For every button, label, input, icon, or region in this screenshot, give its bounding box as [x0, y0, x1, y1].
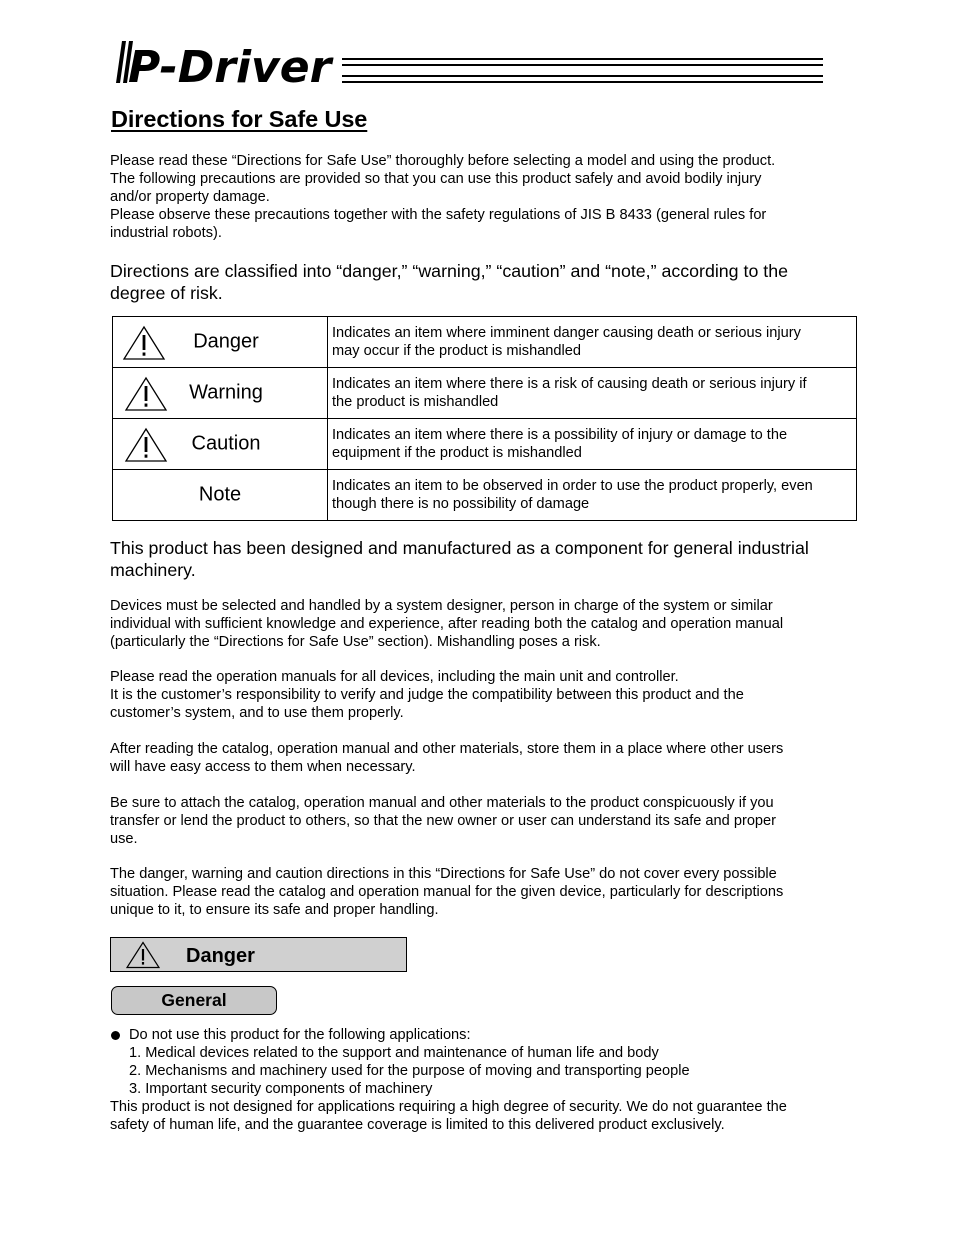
description-line: Indicates an item where imminent danger causing death or serious injury: [332, 325, 801, 341]
bullet-text: Do not use this product for the following applications:: [129, 1027, 471, 1043]
intro-line: The following precautions are provided so that you can use this product safely and avoid bodily injury: [110, 171, 762, 187]
intro-line: and/or property damage.: [110, 189, 270, 205]
body-paragraph: [110, 794, 850, 848]
paragraph-line: (particularly the “Directions for Safe Use” section). Mishandling poses a risk.: [110, 634, 601, 650]
paragraph-line: Please read the operation manuals for all devices, including the main unit and controller.: [110, 669, 679, 685]
product-statement: [110, 537, 850, 581]
list-item: 3. Important security components of machinery: [129, 1081, 433, 1097]
body-paragraph: [110, 740, 850, 776]
paragraph-line: The danger, warning and caution directions in this “Directions for Safe Use” do not cover every possible: [110, 866, 777, 882]
list-item: 2. Mechanisms and machinery used for the purpose of moving and transporting people: [129, 1063, 690, 1079]
table-row: [113, 368, 857, 419]
paragraph-line: individual with sufficient knowledge and experience, after reading both the catalog and operation manual: [110, 616, 784, 632]
level-cell-caution: [113, 419, 328, 470]
closing-line: safety of human life, and the guarantee coverage is limited to this delivered product exclusively.: [110, 1117, 725, 1133]
level-label: Danger: [193, 330, 259, 353]
paragraph-line: situation. Please read the catalog and operation manual for the given device, particularly for descriptions: [110, 884, 784, 900]
paragraph-line: After reading the catalog, operation manual and other materials, store them in a place where other users: [110, 741, 784, 757]
intro-line: Please observe these precautions together with the safety regulations of JIS B 8433 (general rules for: [110, 207, 767, 223]
intro-line: Please read these “Directions for Safe Use” thoroughly before selecting a model and using the product.: [110, 153, 776, 169]
level-cell-warning: [113, 368, 328, 419]
warning-triangle-icon: [125, 941, 161, 969]
level-label: Warning: [189, 381, 263, 404]
classification-line: degree of risk.: [110, 283, 223, 303]
description-line: Indicates an item to be observed in order to use the product properly, even: [332, 478, 813, 494]
table-row: [113, 470, 857, 521]
intro-paragraph: [110, 152, 850, 242]
body-paragraph: [110, 865, 850, 919]
table-row: [113, 419, 857, 470]
description-line: Indicates an item where there is a risk of causing death or serious injury if: [332, 376, 807, 392]
level-description: [328, 419, 857, 470]
category-label-general: General: [111, 986, 277, 1015]
paragraph-line: use.: [110, 831, 138, 847]
body-paragraph: [110, 668, 850, 722]
level-description: [328, 368, 857, 419]
description-line: equipment if the product is mishandled: [332, 445, 582, 461]
paragraph-line: transfer or lend the product to others, so that the new owner or user can understand its safe and proper: [110, 813, 777, 829]
page-title: Directions for Safe Use: [111, 106, 368, 132]
paragraph-line: Be sure to attach the catalog, operation manual and other materials to the product conspicuously if you: [110, 795, 774, 811]
level-description: [328, 470, 857, 521]
risk-level-table: [112, 316, 857, 521]
logo-text: P-Driver: [128, 42, 332, 88]
list-item: [110, 1026, 855, 1044]
level-cell-note: [113, 470, 328, 521]
closing-line: This product is not designed for applications requiring a high degree of security. We do not guarantee the: [110, 1099, 787, 1115]
classification-line: Directions are classified into “danger,” “warning,” “caution” and “note,” according to the: [110, 261, 788, 281]
level-cell-danger: [113, 317, 328, 368]
paragraph-line: It is the customer’s responsibility to verify and judge the compatibility between this product and the: [110, 687, 744, 703]
table-row: [113, 317, 857, 368]
product-statement-line: machinery.: [110, 560, 196, 580]
list-item: 1. Medical devices related to the support and maintenance of human life and body: [129, 1045, 659, 1061]
product-statement-line: This product has been designed and manufactured as a component for general industrial: [110, 538, 809, 558]
bullet-icon: [111, 1031, 120, 1040]
description-line: Indicates an item where there is a possibility of injury or damage to the: [332, 427, 788, 443]
description-line: the product is mishandled: [332, 394, 499, 410]
description-line: though there is no possibility of damage: [332, 496, 590, 512]
level-description: [328, 317, 857, 368]
danger-section-header: [110, 937, 407, 972]
p-driver-logo: [116, 38, 346, 88]
danger-general-list: [110, 1026, 855, 1134]
paragraph-line: unique to it, to ensure its safe and proper handling.: [110, 902, 439, 918]
paragraph-line: will have easy access to them when necessary.: [110, 759, 416, 775]
description-line: may occur if the product is mishandled: [332, 343, 582, 359]
classification-statement: [110, 260, 850, 304]
paragraph-line: Devices must be selected and handled by a system designer, person in charge of the system or similar: [110, 598, 773, 614]
danger-section-label: Danger: [186, 945, 255, 967]
level-label: Note: [198, 483, 242, 506]
intro-line: industrial robots).: [110, 225, 222, 241]
body-paragraph: [110, 597, 850, 651]
header-rule: [342, 58, 823, 84]
paragraph-line: customer’s system, and to use them properly.: [110, 705, 404, 721]
level-label: Caution: [191, 432, 261, 455]
